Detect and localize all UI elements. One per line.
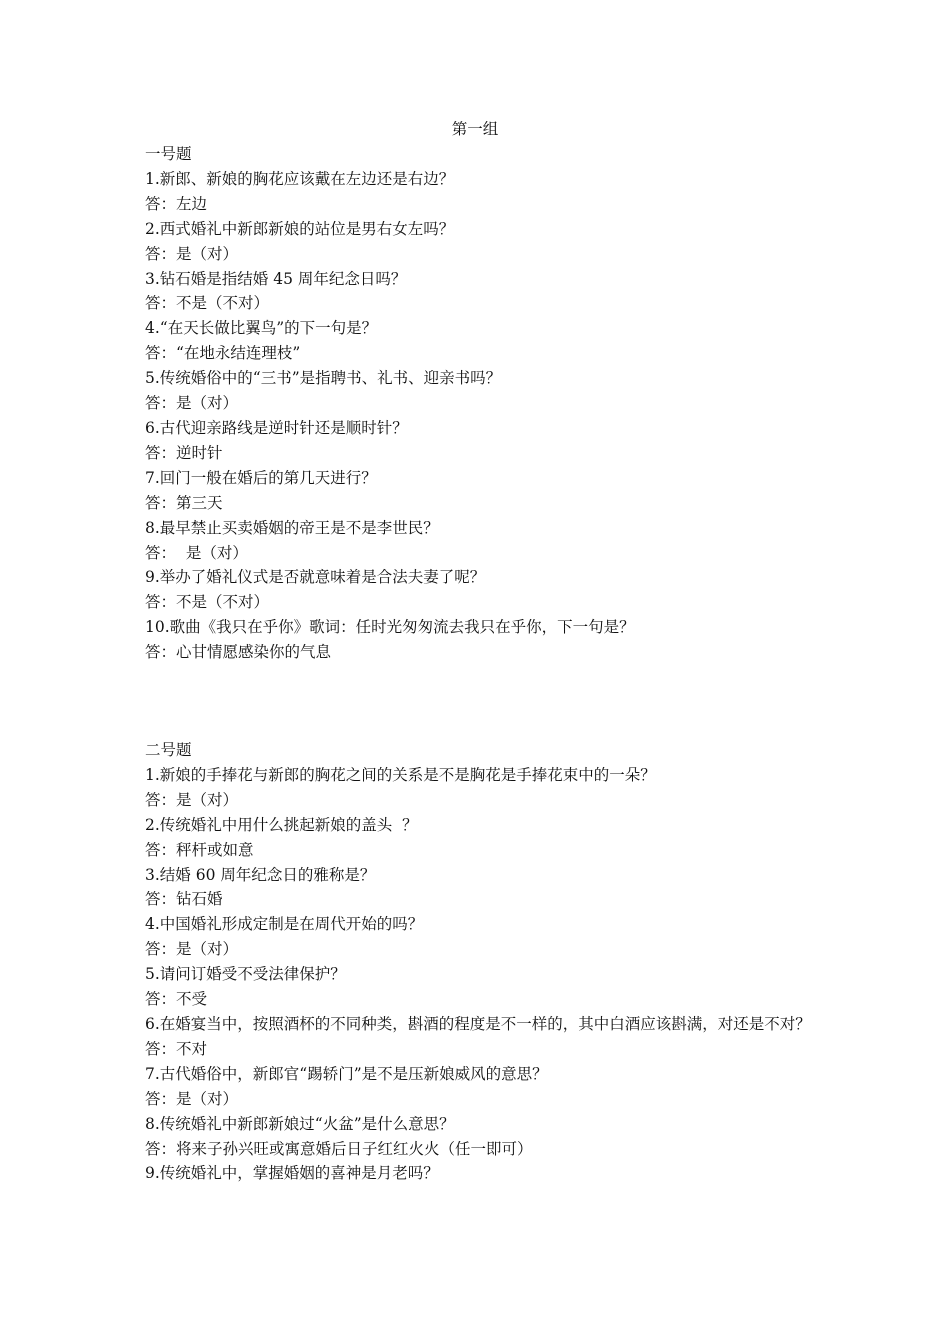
answer-line: 答：左边 [145, 194, 208, 213]
question-line: 1.新郎、新娘的胸花应该戴在左边还是右边？ [145, 169, 455, 188]
question-line: 4.“在天长做比翼鸟”的下一句是？ [145, 319, 378, 338]
question-line: 2.传统婚礼中用什么挑起新娘的盖头 ？ [145, 815, 418, 834]
answer-line: 答：将来子孙兴旺或寓意婚后日子红红火火（任一即可） [145, 1139, 533, 1158]
answer-line: 答：是（对） [145, 1089, 239, 1108]
question-line: 5.请问订婚受不受法律保护？ [145, 965, 346, 984]
answer-line: 答： 是（对） [145, 543, 248, 562]
answer-line: 答：不受 [145, 990, 208, 1009]
question-line: 9.举办了婚礼仪式是否就意味着是合法夫妻了呢？ [145, 568, 486, 587]
question-line: 5.传统婚俗中的“三书”是指聘书、礼书、迎亲书吗？ [145, 369, 502, 388]
question-line: 10.歌曲《我只在乎你》歌词：任时光匆匆流去我只在乎你，下一句是？ [145, 618, 635, 637]
answer-line: 答：“在地永结连理枝” [145, 344, 301, 363]
question-line: 6.在婚宴当中，按照酒杯的不同种类，斟酒的程度是不一样的，其中白酒应该斟满，对还是不对？ [145, 1014, 811, 1033]
section-heading: 二号题 [145, 741, 192, 759]
question-line: 8.最早禁止买卖婚姻的帝王是不是李世民？ [145, 518, 439, 537]
answer-line: 答：心甘情愿感染你的气息 [145, 643, 332, 662]
question-line: 7.回门一般在婚后的第几天进行？ [145, 468, 377, 487]
answer-line: 答：是（对） [145, 790, 239, 809]
answer-line: 答：不对 [145, 1039, 208, 1058]
question-line: 4.中国婚礼形成定制是在周代开始的吗？ [145, 915, 424, 934]
section-1 [145, 142, 815, 665]
question-line: 6.古代迎亲路线是逆时针还是顺时针？ [145, 418, 408, 437]
answer-line: 答：不是（不对） [145, 593, 270, 612]
answer-line: 答：逆时针 [145, 443, 223, 462]
answer-line: 答：钻石婚 [145, 890, 223, 909]
section-2 [145, 738, 815, 1186]
answer-line: 答：是（对） [145, 394, 239, 413]
answer-line: 答：是（对） [145, 940, 239, 959]
answer-line: 答：不是（不对） [145, 294, 270, 313]
question-line: 8.传统婚礼中新郎新娘过“火盆”是什么意思？ [145, 1114, 455, 1133]
question-line: 3.钻石婚是指结婚 45 周年纪念日吗？ [145, 269, 407, 288]
question-line: 9.传统婚礼中，掌握婚姻的喜神是月老吗？ [145, 1164, 439, 1183]
section-heading: 一号题 [145, 145, 192, 163]
answer-line: 答：秤杆或如意 [145, 840, 254, 859]
answer-line: 答：第三天 [145, 493, 223, 512]
answer-line: 答：是（对） [145, 244, 239, 263]
question-line: 1.新娘的手捧花与新郎的胸花之间的关系是不是胸花是手捧花束中的一朵？ [145, 765, 656, 784]
page-title: 第一组 [451, 120, 499, 138]
question-line: 2.西式婚礼中新郎新娘的站位是男右女左吗？ [145, 219, 455, 238]
question-line: 7.古代婚俗中，新郎官“踢轿门”是不是压新娘威风的意思？ [145, 1064, 548, 1083]
question-line: 3.结婚 60 周年纪念日的雅称是？ [145, 865, 376, 884]
